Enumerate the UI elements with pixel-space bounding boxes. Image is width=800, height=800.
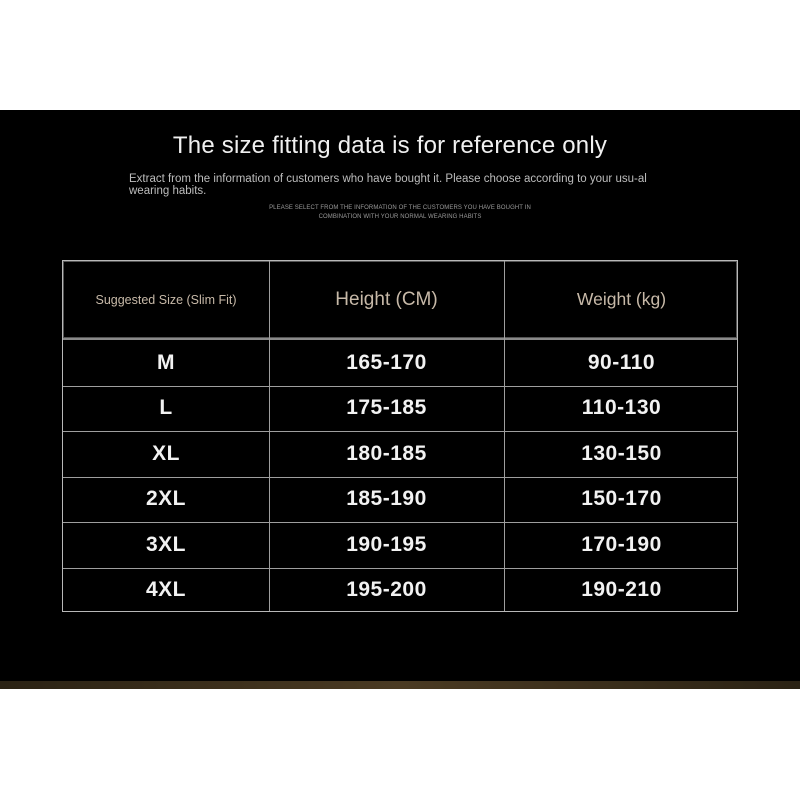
header-height: Height (CM) [335,288,438,310]
size-table [62,260,738,612]
size-cell: 4XL [145,578,186,602]
height-cell: 195-200 [346,578,427,602]
table-header-row [63,261,737,340]
size-cell: XL [152,441,180,465]
weight-cell: 90-110 [587,350,656,374]
height-cell: 165-170 [346,350,427,374]
size-cell: 2XL [145,487,186,511]
note-text [200,204,600,222]
weight-cell: 170-190 [581,532,662,556]
height-cell: 175-185 [346,396,427,420]
size-cell: 3XL [145,532,186,556]
weight-cell: 110-130 [581,396,662,420]
subtitle-text: Extract from the information of customers who have bought it. Please choose according to your usu-al wearing habits. [129,173,647,197]
header-size: Suggested Size (Slim Fit) [95,292,237,307]
weight-cell: 190-210 [581,578,662,602]
weight-cell: 150-170 [581,487,662,511]
height-cell: 190-195 [346,532,427,556]
note-line-1: PLEASE SELECT FROM THE INFORMATION OF THE CUSTOMERS YOU HAVE BOUGHT IN [269,205,531,211]
height-cell: 180-185 [346,441,427,465]
page-title: The size fitting data is for reference only [172,132,608,159]
size-cell: L [159,396,173,420]
bottom-divider [0,681,800,689]
note-line-2: COMBINATION WITH YOUR NORMAL WEARING HABITS [318,214,482,220]
header-weight: Weight (kg) [576,289,667,309]
height-cell: 185-190 [346,487,427,511]
size-cell: M [157,350,175,374]
weight-cell: 130-150 [581,441,662,465]
